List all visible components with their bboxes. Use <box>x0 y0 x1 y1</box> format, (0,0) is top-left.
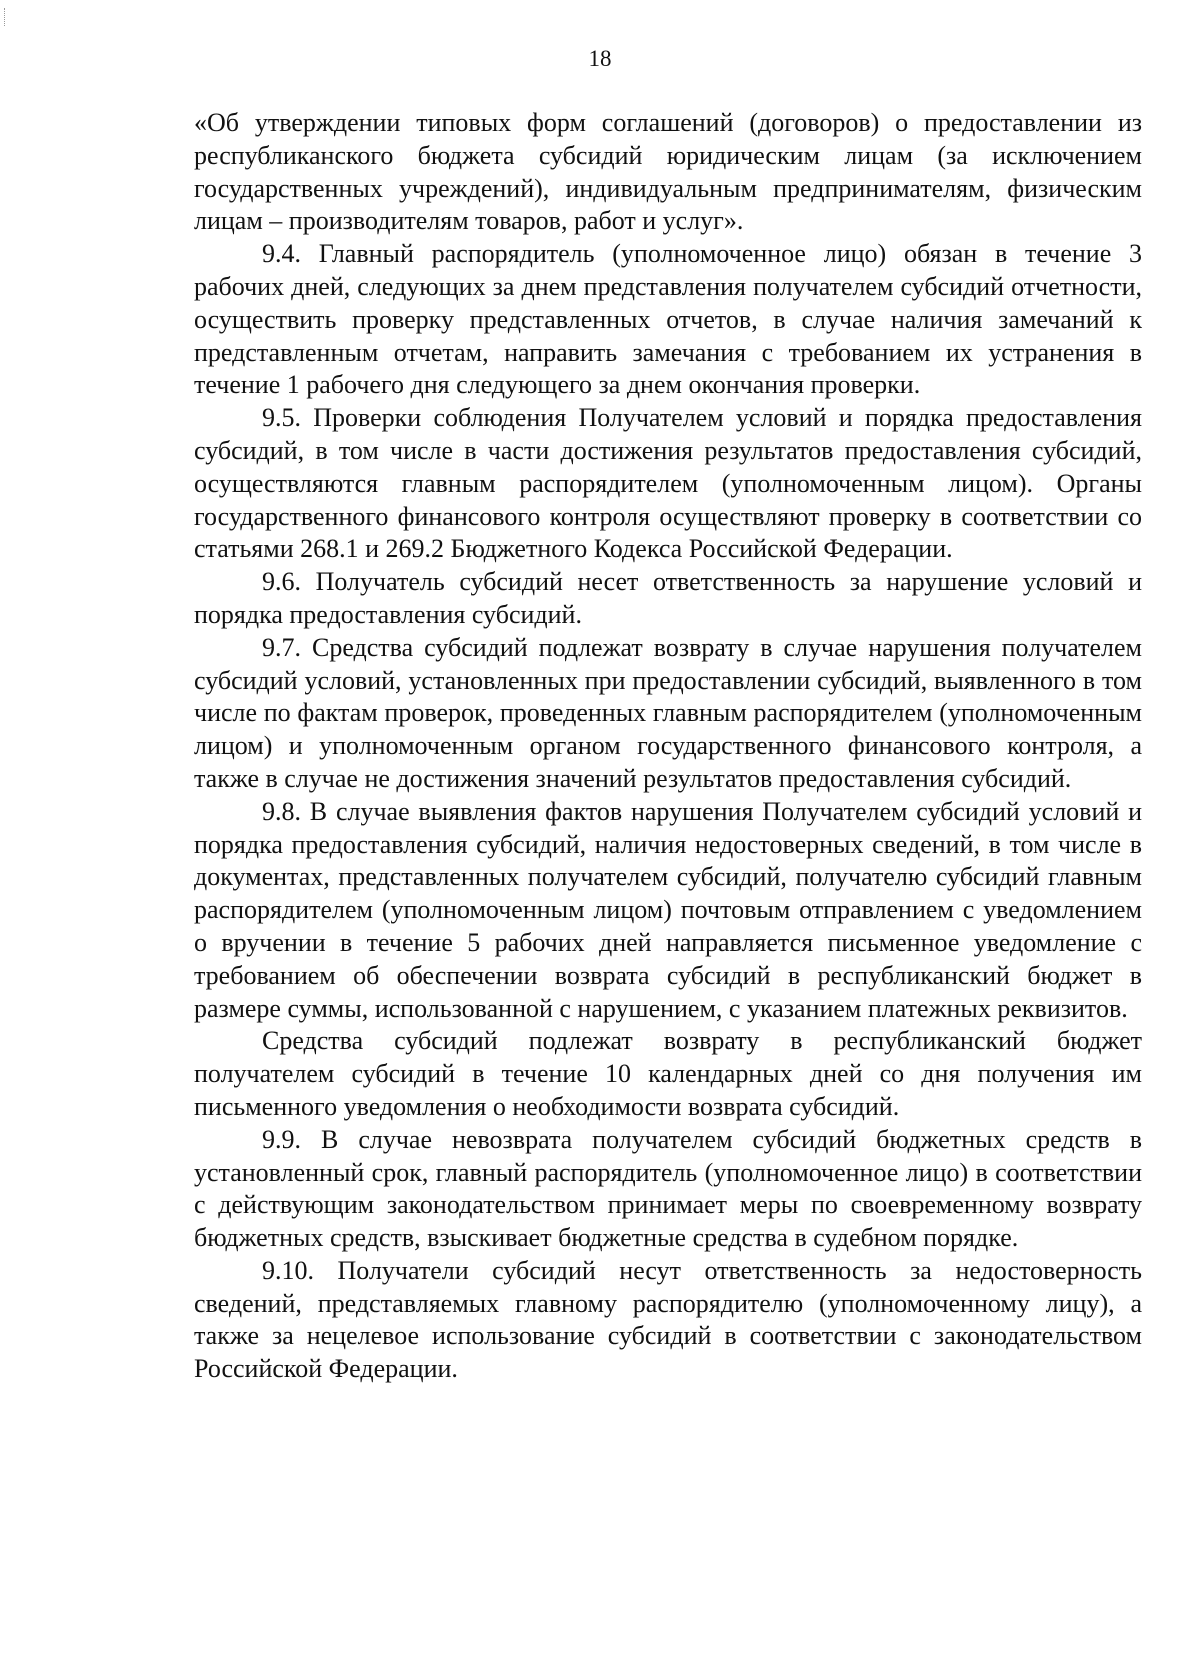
page-number: 18 <box>588 46 612 71</box>
paragraph-intro-continuation: «Об утверждении типовых форм соглашений (договоров) о предоставлении из республиканского бюджета субсидий юридическим лицам (за исключением государственных учреждений), индивидуальным предпринимателям, физическим лицам – производителям товаров, работ и услуг». <box>194 108 1142 236</box>
paragraph-9-7: 9.7. Средства субсидий подлежат возврату в случае нарушения получателем субсидий условий, установленных при предоставлении субсидий, выявленного в том числе по фактам проверок, проведенных главным распорядителем (уполномоченным лицом) и уполномоченным органом государственного финансового контроля, а также в случае не достижения значений результатов предоставления субсидий. <box>194 632 1142 793</box>
paragraph-9-9: 9.9. В случае невозврата получателем субсидий бюджетных средств в установленный срок, главный распорядитель (уполномоченное лицо) в соответствии с действующим законодательством принимает меры по своевременному возврату бюджетных средств, взыскивает бюджетные средства в судебном порядке. <box>194 1124 1142 1253</box>
paragraph-9-6: 9.6. Получатель субсидий несет ответственность за нарушение условий и порядка предоставления субсидий. <box>194 567 1142 629</box>
paragraph-9-10: 9.10. Получатели субсидий несут ответственность за недостоверность сведений, представляемых главному распорядителю (уполномоченному лицу), а также за нецелевое использование субсидий в соответствии с законодательством Российской Федерации. <box>194 1255 1142 1384</box>
paragraph-9-8-return-term: Средства субсидий подлежат возврату в республиканский бюджет получателем субсидий в течение 10 календарных дней со дня получения им письменного уведомления о необходимости возврата субсидий. <box>194 1026 1142 1121</box>
paragraph-9-8: 9.8. В случае выявления фактов нарушения Получателем субсидий условий и порядка предоставления субсидий, наличия недостоверных сведений, в том числе в документах, представленных получателем субсидий, получателю субсидий главным распорядителем (уполномоченным лицом) почтовым отправлением с уведомлением о вручении в течение 5 рабочих дней направляется письменное уведомление с требованием об обеспечении возврата субсидий в республиканский бюджет в размере суммы, использованной с нарушением, с указанием платежных реквизитов. <box>194 796 1142 1023</box>
paragraph-9-5: 9.5. Проверки соблюдения Получателем условий и порядка предоставления субсидий, в том числе в части достижения результатов предоставления субсидий, осуществляются главным распорядителем (уполномоченным лицом). Органы государственного финансового контроля осуществляют проверку в соответствии со статьями 268.1 и 269.2 Бюджетного Кодекса Российской Федерации. <box>194 403 1142 564</box>
document-body <box>194 107 1142 1386</box>
scan-edge-mark <box>4 8 7 26</box>
paragraph-9-4: 9.4. Главный распорядитель (уполномоченное лицо) обязан в течение 3 рабочих дней, следующих за днем представления получателем субсидий отчетности, осуществить проверку представленных отчетов, в случае наличия замечаний к представленным отчетам, направить замечания с требованием их устранения в течение 1 рабочего дня следующего за днем окончания проверки. <box>194 239 1142 400</box>
